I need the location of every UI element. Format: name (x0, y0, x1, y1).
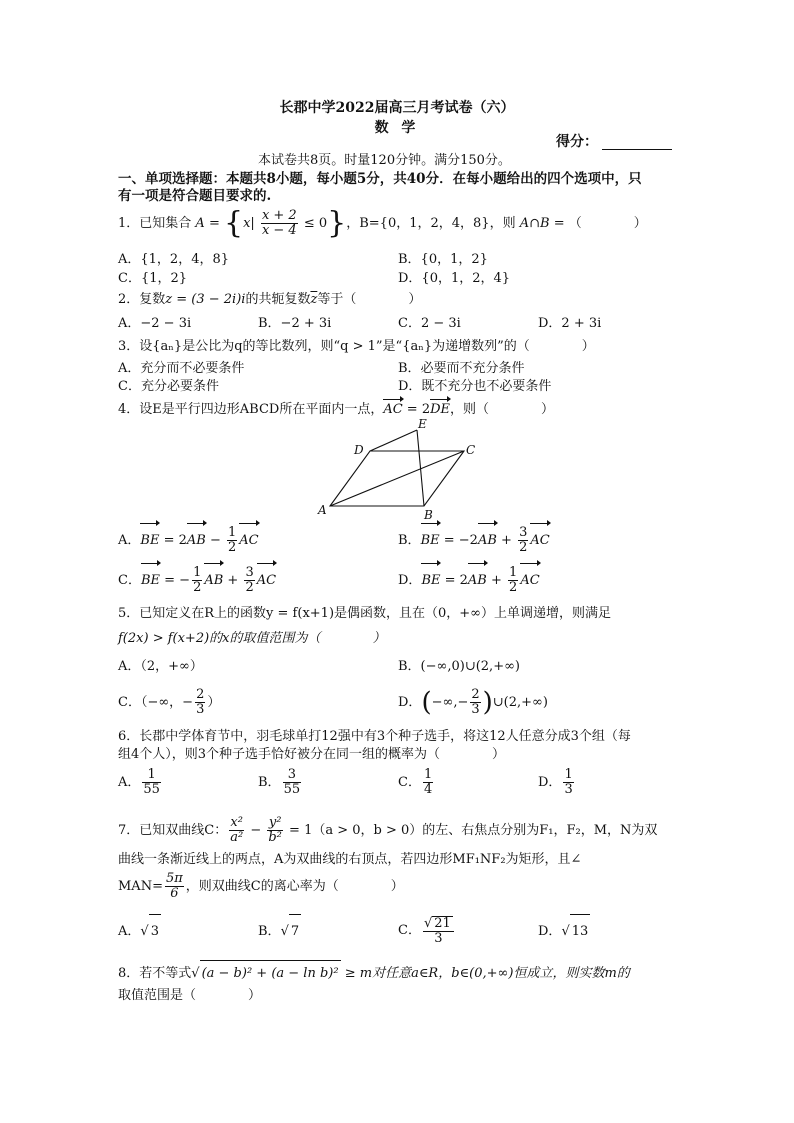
label-e: E (418, 417, 427, 431)
frac-den: 3 (196, 702, 205, 717)
q4-option-d (398, 566, 540, 596)
q2-stem (118, 292, 421, 308)
frac-den: 3 (471, 702, 480, 717)
frac-den: 55 (143, 782, 160, 797)
q6-option-a (118, 766, 163, 800)
vector-ab: AB (187, 526, 206, 556)
q3-option-a: A．充分而不必要条件 (118, 361, 245, 376)
label-a: A (318, 503, 327, 517)
q2-option-a: A．−2 − 3i (118, 316, 192, 331)
radicand: 13 (570, 914, 591, 949)
frac-num: 1 (564, 767, 573, 782)
frac-den: 2 (245, 580, 254, 595)
q5-option-a: A．（2，+∞） (118, 659, 203, 674)
vector-be: BE (421, 566, 440, 596)
q7-stem-line1 (118, 814, 657, 848)
q6-option-c (398, 766, 435, 800)
q4-suffix: ，则（ ） (450, 402, 555, 417)
q5-option-d-letter: D． (398, 695, 422, 710)
subject-title: 数 学 (374, 120, 420, 136)
q1-option-c: C．{1，2} (118, 271, 188, 286)
q4-vector-de: DE (430, 402, 451, 417)
q7-angle-fraction (165, 872, 184, 901)
operator: + (223, 573, 243, 588)
q7-stem-line2: 曲线一条渐近线上的两点，A为双曲线的右顶点，若四边形MF₁NF₂为矩形，且∠ (118, 852, 582, 867)
q1-option-a: A．{1，2，4，8} (118, 252, 230, 267)
q5-option-c-fraction (195, 688, 205, 717)
q5-option-b: B．(−∞,0)∪(2,+∞) (398, 659, 520, 674)
q7-option-d-letter: D． (538, 924, 562, 939)
q5-option-c-pre: C．（−∞，− (118, 695, 194, 710)
operator: + (486, 573, 507, 588)
section-heading-line2: 有一项是符合题目要求的. (118, 188, 272, 204)
vector-ab: AB (468, 566, 487, 596)
coefficient-fraction (508, 566, 518, 595)
vector-be: BE (141, 566, 160, 596)
label-b: B (424, 508, 433, 522)
q2-option-d: D．2 + 3i (538, 316, 602, 331)
q6-option-b-fraction (283, 768, 302, 797)
q6-option-d-letter: D． (538, 775, 562, 790)
q4-vector-ac: AC (383, 402, 403, 417)
paren-left: ( (421, 687, 432, 718)
section-heading-line1: 一、单项选择题：本题共8小题，每小题5分，共40分．在每小题给出的四个选项中，只 (118, 171, 642, 187)
vector-ac: AC (239, 526, 258, 556)
q6-option-b (258, 766, 303, 800)
q6-option-a-fraction (142, 768, 161, 797)
q7-option-c-letter: C． (398, 923, 421, 938)
q7-stem-line3 (118, 870, 404, 904)
q2-mid: 的共轭复数 (245, 292, 311, 307)
coefficient-fraction (244, 566, 254, 595)
q8-prefix: 8．若不等式 (118, 966, 192, 981)
q2-conjugate: $\overline{z}$ (310, 292, 318, 307)
q5-option-d-post: ∪(2,+∞) (492, 695, 548, 710)
frac-num: 5π (165, 871, 183, 886)
q4-prefix: 4．设E是平行四边形ABCD所在平面内一点， (118, 402, 384, 417)
frac-num: 1 (142, 768, 161, 783)
q5-stem-line1: 5．已知定义在R上的函数y = f(x+1)是偶函数，且在（0，+∞）上单调递增，则满足 (118, 606, 612, 621)
coefficient: = −2 (439, 533, 478, 548)
vector-be: BE (421, 526, 440, 556)
q4-parallelogram-figure (310, 414, 480, 524)
q8-radicand: (a − b)² + (a − ln b)² (200, 960, 341, 987)
q4-option-a-letter: A． (118, 533, 141, 548)
q3-option-d: D．既不充分也不必要条件 (398, 379, 552, 394)
q1-fraction (261, 209, 298, 238)
q4-equals: = 2 (402, 402, 431, 417)
q7-rest: = 1（a > 0，b > 0）的左、右焦点分别为F₁，F₂，M，N为双 (284, 823, 658, 838)
q1-frac-den: x − 4 (261, 223, 297, 238)
q1-set-a: A (195, 216, 205, 231)
coefficient: = 2 (440, 573, 468, 588)
operator: − (246, 823, 266, 838)
interval-start: −∞,− (431, 695, 469, 710)
q7-prefix: 7．已知双曲线C： (118, 823, 228, 838)
vector-ac: AC (257, 566, 276, 596)
frac-num: 2 (196, 687, 205, 702)
coefficient: = 2 (159, 533, 187, 548)
vector-ab: AB (478, 526, 497, 556)
coefficient-fraction (518, 526, 528, 555)
q2-option-b: B．−2 + 3i (258, 316, 332, 331)
q3-stem: 3．设{aₙ}是公比为q的等比数列，则“q > 1”是“{aₙ}为递增数列”的（ ） (118, 339, 595, 354)
radicand: 3 (149, 914, 161, 949)
segment-de (370, 430, 417, 451)
q5-option-c (118, 688, 220, 718)
paren-right: ) (482, 687, 493, 718)
frac-den: 3 (434, 930, 443, 946)
q1-intersection: A∩B (519, 216, 550, 231)
q1-option-b: B．{0，1，2} (398, 252, 488, 267)
vector-ac: AC (520, 566, 539, 596)
frac-den: 2 (193, 580, 202, 595)
q8-rest: ≥ m对任意a∈R，b∈(0,+∞)恒成立，则实数m的 (340, 966, 630, 981)
q3-option-c: C．充分必要条件 (118, 379, 219, 394)
q6-option-c-fraction (423, 768, 433, 797)
q7-option-b: B．√ 7 (258, 914, 301, 949)
frac-den: 2 (519, 540, 528, 555)
exam-info: 本试卷共8页。时量120分钟。满分150分。 (258, 153, 511, 168)
score-label: 得分： (556, 134, 598, 150)
q4-option-c-letter: C． (118, 573, 141, 588)
radicand: 21 (434, 915, 451, 931)
q1-condition: ≤ 0 (303, 216, 328, 231)
q6-stem-line2: 组4个人），则3个种子选手恰好被分在同一组的概率为（ ） (118, 747, 506, 762)
frac-den: 2 (228, 540, 237, 555)
q1-option-d: D．{0，1，2，4} (398, 271, 511, 286)
frac-den: 2 (509, 580, 518, 595)
frac-den: b² (268, 830, 282, 845)
q5-stem-line2: f(2x) > f(x+2)的x的取值范围为（ ） (118, 631, 386, 646)
q6-option-d (538, 766, 576, 800)
frac-num: 3 (519, 525, 528, 540)
q6-stem-line1: 6．长郡中学体育节中，羽毛球单打12强中有3个种子选手，将这12人任意分成3个组（每 (118, 729, 631, 744)
frac-den: a² (230, 830, 244, 845)
q4-option-b-letter: B． (398, 533, 421, 548)
q1-frac-num: x + 2 (261, 208, 297, 223)
q7-option-b-letter: B． (258, 924, 281, 939)
frac-num: 1 (228, 525, 237, 540)
operator: − (205, 533, 225, 548)
frac-den: 6 (170, 886, 179, 901)
q2-option-c: C．2 − 3i (398, 316, 461, 331)
frac-num: 3 (245, 565, 254, 580)
label-d: D (354, 443, 364, 457)
q7-fraction-x (229, 816, 244, 845)
frac-num: x² (230, 815, 243, 830)
coefficient-fraction (227, 526, 237, 555)
q1-stem: 1．已知集合 A = {x| $\frac{x + 2}{x - 4}$ ≤ 0}，B={0，1，2，4，8}，则 A∩B = （ ） (118, 205, 647, 241)
q6-option-d-fraction (563, 768, 573, 797)
score-field (556, 134, 672, 150)
frac-den: 4 (423, 782, 433, 797)
q7-angle-label: MAN= (118, 879, 163, 894)
q7-option-c (398, 914, 456, 948)
frac-num: 1 (509, 565, 518, 580)
q5-option-c-post: ） (207, 695, 221, 710)
score-blank (602, 149, 672, 150)
operator: + (496, 533, 517, 548)
vector-be: BE (140, 526, 159, 556)
q7-option-d: D．√ 13 (538, 914, 590, 949)
q1-brace-left: { (223, 205, 244, 241)
q8-stem-line2: 取值范围是（ ） (118, 988, 262, 1003)
q2-suffix: 等于（ ） (317, 292, 422, 307)
exam-title: 长郡中学2022届高三月考试卷（六） (279, 100, 515, 116)
q8-stem-line1: 8．若不等式√ (a − b)² + (a − ln b)² ≥ m对任意a∈R，b∈(0,+∞)恒成立，则实数m的 (118, 960, 630, 987)
q2-prefix: 2．复数 (118, 292, 166, 307)
frac-num: 3 (283, 768, 302, 783)
vector-ac: AC (530, 526, 549, 556)
frac-num: y² (268, 815, 282, 830)
coefficient: = − (160, 573, 191, 588)
q1-prefix: 1．已知集合 (118, 216, 192, 231)
q7-fraction-y (267, 816, 283, 845)
q5-option-d-fraction (470, 688, 480, 717)
q4-option-c (118, 566, 276, 596)
q6-option-a-letter: A． (118, 775, 141, 790)
frac-den: 55 (283, 782, 301, 797)
q7-option-c-fraction (423, 916, 454, 946)
frac-num: 1 (423, 767, 433, 782)
q1-brace-right: } (327, 205, 347, 241)
q5-option-d (398, 688, 548, 718)
q7-option-a: A．√ 3 (118, 914, 161, 949)
q1-set-b: ，B={0，1，2，4，8}，则 (346, 216, 516, 231)
frac-num: 2 (471, 687, 480, 702)
label-c: C (466, 443, 476, 457)
coefficient-fraction (192, 566, 202, 595)
q6-option-c-letter: C． (398, 775, 421, 790)
q1-var: x (243, 216, 251, 231)
q4-option-a (118, 526, 259, 556)
frac-den: 3 (564, 782, 573, 797)
frac-num: 1 (193, 565, 202, 580)
q4-option-b (398, 526, 550, 556)
q6-option-b-letter: B． (258, 775, 281, 790)
frac-num: √ 21 (423, 916, 454, 932)
q4-option-d-letter: D． (398, 573, 422, 588)
q3-option-b: B．必要而不充分条件 (398, 361, 525, 376)
radicand: 7 (289, 914, 301, 949)
q7-ask: ，则双曲线C的离心率为（ ） (185, 879, 404, 894)
q7-option-a-letter: A． (118, 924, 141, 939)
q2-expression: z = (3 − 2i)i (165, 292, 246, 307)
q1-ask: = （ ） (553, 216, 647, 231)
vector-ab: AB (204, 566, 223, 596)
